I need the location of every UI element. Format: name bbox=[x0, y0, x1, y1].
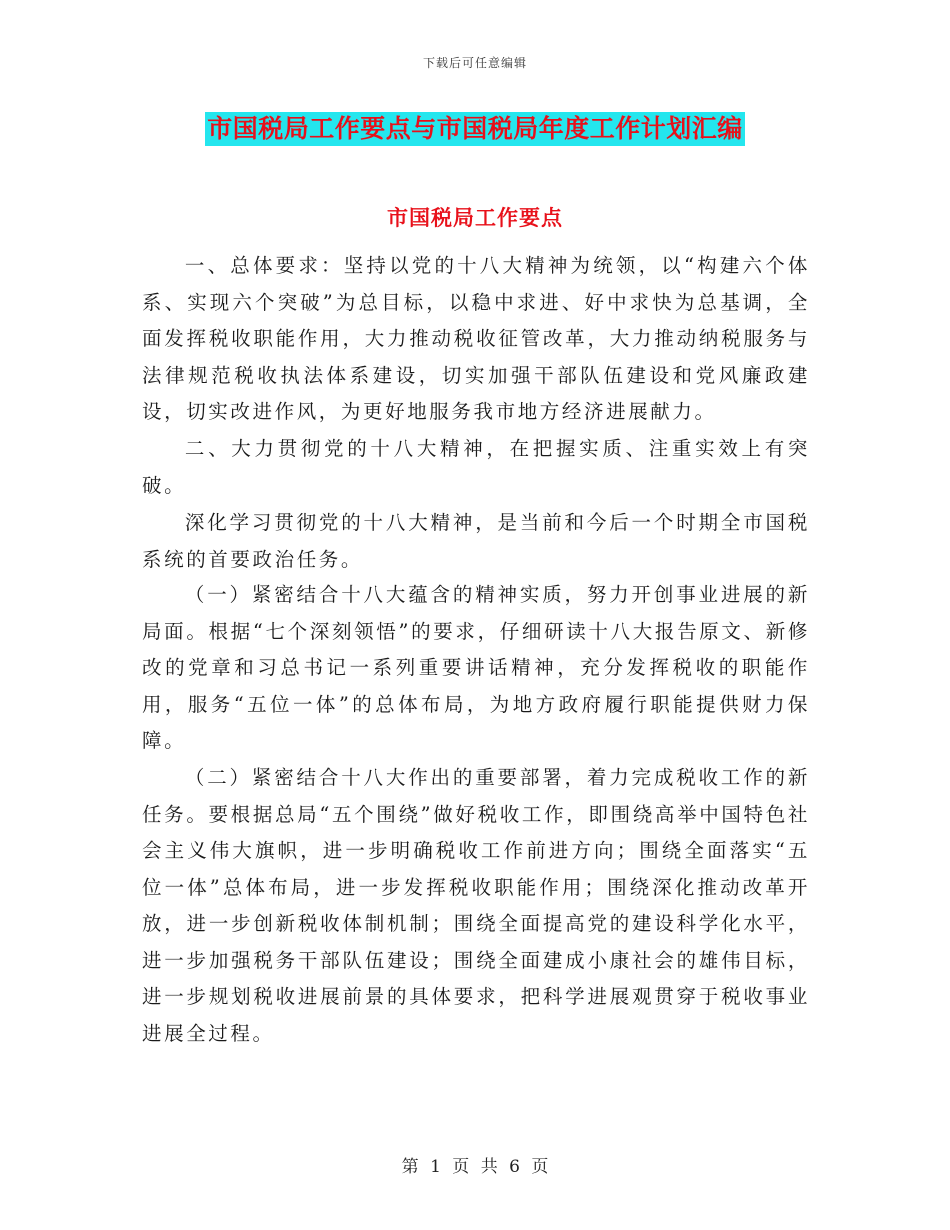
document-title-wrap bbox=[0, 112, 950, 146]
section-title: 市国税局工作要点 bbox=[387, 205, 563, 230]
paragraph-section-two-heading: 二、大力贯彻党的十八大精神，在把握实质、注重实效上有突破。 bbox=[142, 437, 810, 497]
header-note: 下载后可任意编辑 bbox=[422, 56, 527, 70]
paragraph-study-intro: 深化学习贯彻党的十八大精神，是当前和今后一个时期全市国税系统的首要政治任务。 bbox=[142, 511, 810, 571]
document-title: 市国税局工作要点与市国税局年度工作计划汇编 bbox=[205, 112, 745, 146]
paragraph-item-one: （一）紧密结合十八大蕴含的精神实质，努力开创事业进展的新局面。根据“七个深刻领悟”的要求，仔细研读十八大报告原文、新修改的党章和习总书记一系列重要讲话精神，充分发挥税收的职能作用，服务“五位一体”的总体布局，为地方政府履行职能提供财力保障。 bbox=[142, 583, 810, 752]
paragraph-general-requirements: 一、总体要求：坚持以党的十八大精神为统领，以“构建六个体系、实现六个突破”为总目标，以稳中求进、好中求快为总基调，全面发挥税收职能作用，大力推动税收征管改革，大力推动纳税服务与法律规范税收执法体系建设，切实加强干部队伍建设和党风廉政建设，切实改进作风，为更好地服务我市地方经济进展献力。 bbox=[142, 254, 810, 423]
paragraph-item-two: （二）紧密结合十八大作出的重要部署，着力完成税收工作的新任务。要根据总局“五个围绕”做好税收工作，即围绕高举中国特色社会主义伟大旗帜，进一步明确税收工作前进方向；围绕全面落实“五位一体”总体布局，进一步发挥税收职能作用；围绕深化推动改革开放，进一步创新税收体制机制；围绕全面提高党的建设科学化水平，进一步加强税务干部队伍建设；围绕全面建成小康社会的雄伟目标，进一步规划税收进展前景的具体要求，把科学进展观贯穿于税收事业进展全过程。 bbox=[142, 766, 810, 1045]
page-number-footer: 第 1 页 共 6 页 bbox=[401, 1157, 549, 1177]
